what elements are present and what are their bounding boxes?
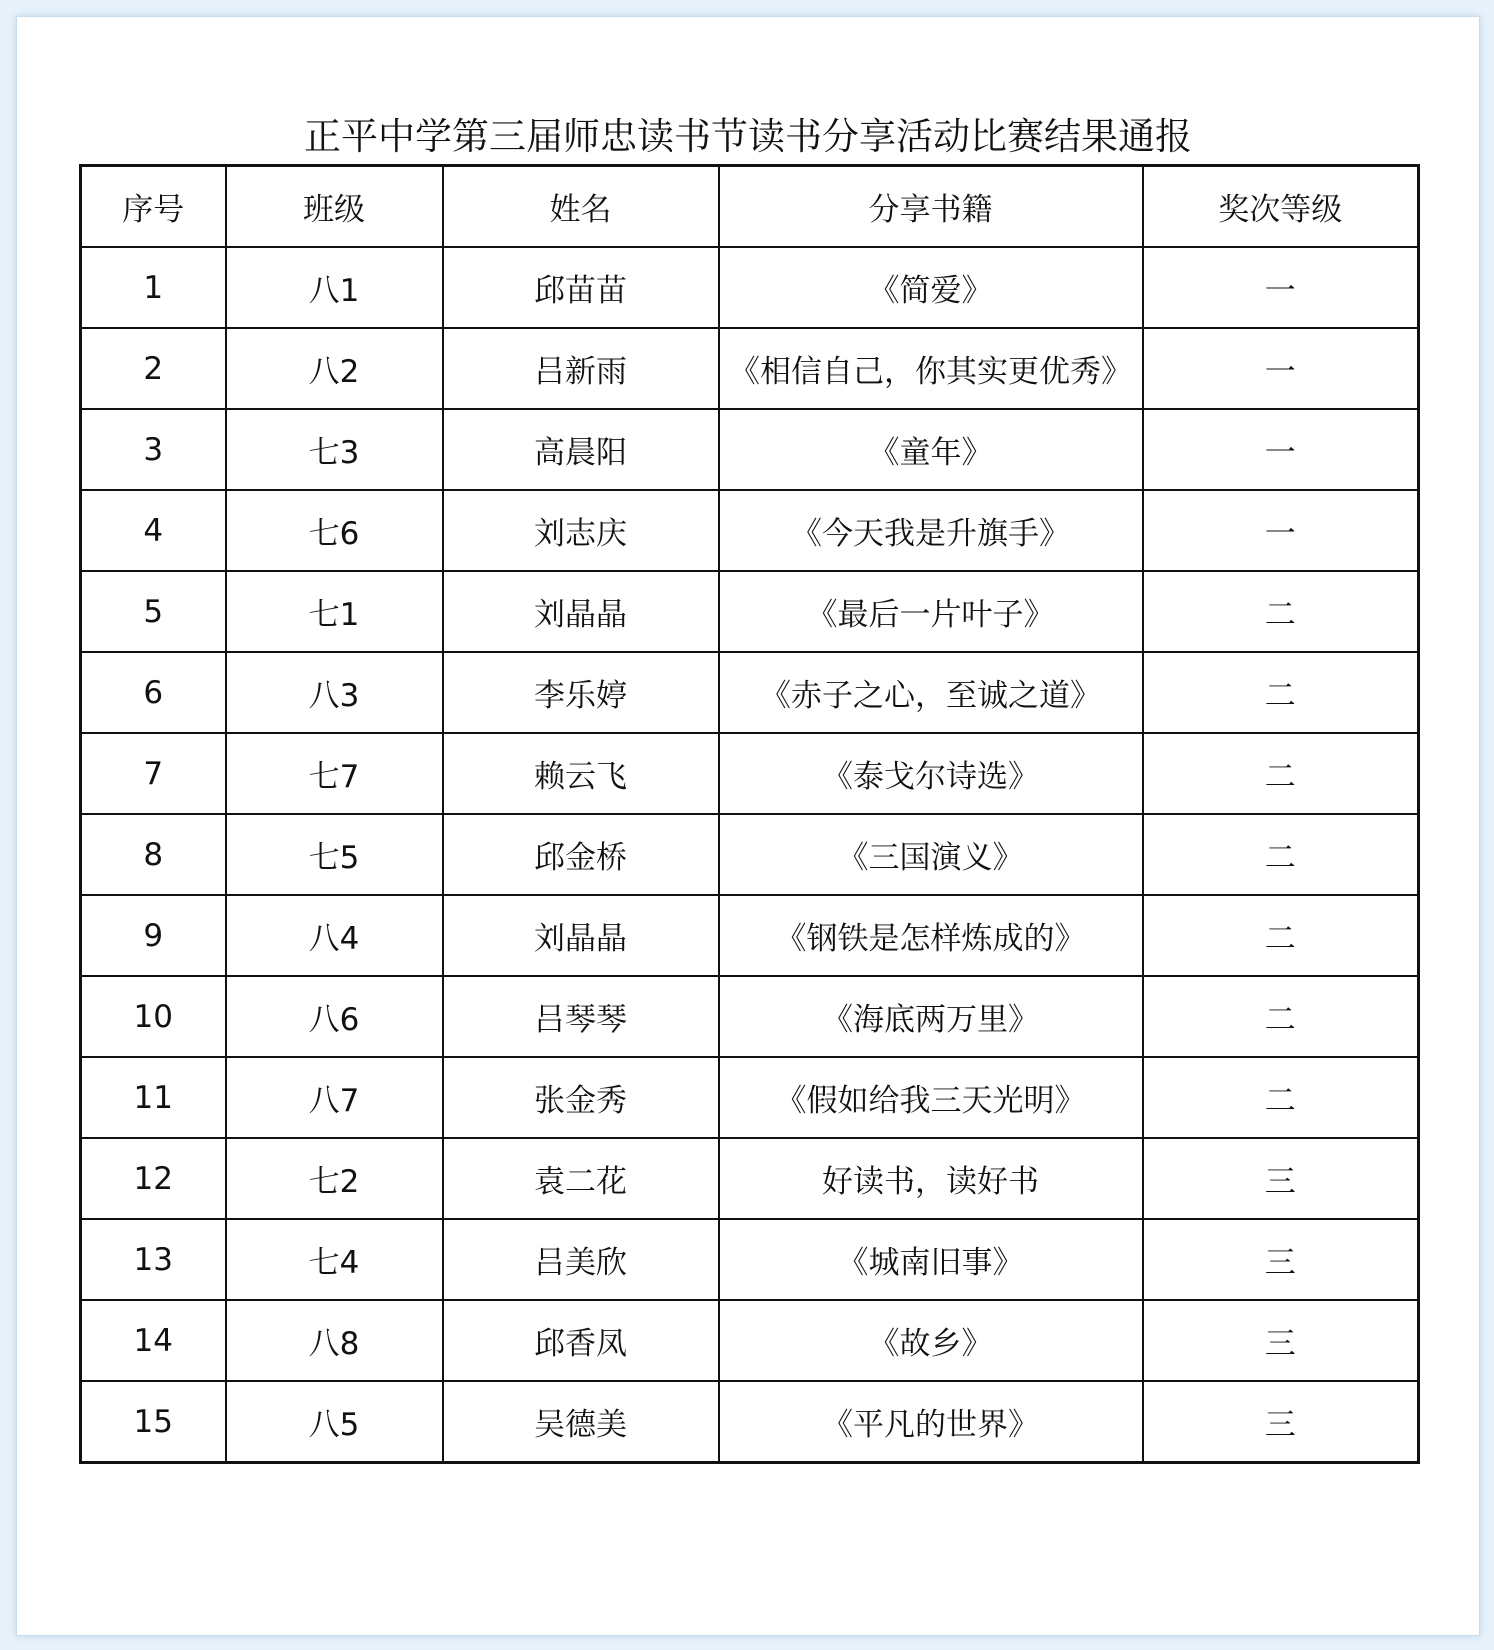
cell-name: 张金秀	[443, 1057, 719, 1138]
cell-no: 9	[81, 895, 226, 976]
cell-no: 11	[81, 1057, 226, 1138]
cell-name: 袁二花	[443, 1138, 719, 1219]
cell-no: 6	[81, 652, 226, 733]
cell-award: 三	[1143, 1381, 1419, 1463]
table-row	[81, 652, 1419, 733]
header-name: 姓名	[443, 166, 719, 248]
cell-class: 八1	[226, 247, 443, 328]
table-row	[81, 733, 1419, 814]
table-row	[81, 1300, 1419, 1381]
table-row	[81, 1138, 1419, 1219]
cell-book: 《相信自己，你其实更优秀》	[719, 328, 1143, 409]
cell-no: 4	[81, 490, 226, 571]
table-row	[81, 409, 1419, 490]
cell-no: 2	[81, 328, 226, 409]
cell-award: 二	[1143, 895, 1419, 976]
cell-award: 一	[1143, 490, 1419, 571]
cell-no: 10	[81, 976, 226, 1057]
cell-no: 5	[81, 571, 226, 652]
cell-award: 三	[1143, 1138, 1419, 1219]
cell-no: 15	[81, 1381, 226, 1463]
table-row	[81, 247, 1419, 328]
cell-name: 高晨阳	[443, 409, 719, 490]
table-row	[81, 490, 1419, 571]
table-row	[81, 1381, 1419, 1463]
cell-class: 七3	[226, 409, 443, 490]
header-no: 序号	[81, 166, 226, 248]
table-row	[81, 1219, 1419, 1300]
cell-class: 七1	[226, 571, 443, 652]
cell-name: 刘志庆	[443, 490, 719, 571]
table-header-row	[81, 166, 1419, 248]
cell-book: 《城南旧事》	[719, 1219, 1143, 1300]
cell-book: 《故乡》	[719, 1300, 1143, 1381]
cell-name: 刘晶晶	[443, 895, 719, 976]
cell-no: 1	[81, 247, 226, 328]
document-page	[16, 16, 1480, 1636]
cell-award: 二	[1143, 733, 1419, 814]
document-title: 正平中学第三届师忠读书节读书分享活动比赛结果通报	[304, 115, 1192, 158]
cell-award: 二	[1143, 652, 1419, 733]
cell-book: 《三国演义》	[719, 814, 1143, 895]
cell-award: 二	[1143, 571, 1419, 652]
cell-class: 八2	[226, 328, 443, 409]
cell-award: 一	[1143, 247, 1419, 328]
cell-no: 7	[81, 733, 226, 814]
cell-award: 三	[1143, 1219, 1419, 1300]
header-award: 奖次等级	[1143, 166, 1419, 248]
cell-book: 《今天我是升旗手》	[719, 490, 1143, 571]
cell-no: 13	[81, 1219, 226, 1300]
cell-book: 《简爱》	[719, 247, 1143, 328]
cell-name: 吕新雨	[443, 328, 719, 409]
cell-class: 七7	[226, 733, 443, 814]
cell-book: 《海底两万里》	[719, 976, 1143, 1057]
cell-no: 8	[81, 814, 226, 895]
table-row	[81, 328, 1419, 409]
cell-award: 二	[1143, 976, 1419, 1057]
cell-book: 《赤子之心，至诚之道》	[719, 652, 1143, 733]
header-class: 班级	[226, 166, 443, 248]
cell-class: 七2	[226, 1138, 443, 1219]
cell-book: 《平凡的世界》	[719, 1381, 1143, 1463]
cell-book: 《童年》	[719, 409, 1143, 490]
cell-class: 八5	[226, 1381, 443, 1463]
table-row	[81, 1057, 1419, 1138]
header-book: 分享书籍	[719, 166, 1143, 248]
table-row	[81, 895, 1419, 976]
cell-no: 3	[81, 409, 226, 490]
table-row	[81, 814, 1419, 895]
cell-class: 八6	[226, 976, 443, 1057]
cell-class: 七6	[226, 490, 443, 571]
cell-class: 八8	[226, 1300, 443, 1381]
cell-class: 八3	[226, 652, 443, 733]
cell-book: 《最后一片叶子》	[719, 571, 1143, 652]
cell-name: 赖云飞	[443, 733, 719, 814]
results-table	[79, 164, 1420, 1464]
cell-name: 邱苗苗	[443, 247, 719, 328]
table-body	[81, 247, 1419, 1463]
cell-book: 好读书，读好书	[719, 1138, 1143, 1219]
cell-class: 七5	[226, 814, 443, 895]
cell-award: 二	[1143, 1057, 1419, 1138]
cell-no: 12	[81, 1138, 226, 1219]
cell-name: 邱金桥	[443, 814, 719, 895]
cell-name: 吴德美	[443, 1381, 719, 1463]
table-row	[81, 976, 1419, 1057]
cell-book: 《泰戈尔诗选》	[719, 733, 1143, 814]
cell-class: 七4	[226, 1219, 443, 1300]
cell-class: 八4	[226, 895, 443, 976]
cell-name: 邱香凤	[443, 1300, 719, 1381]
cell-name: 刘晶晶	[443, 571, 719, 652]
table-row	[81, 571, 1419, 652]
cell-award: 一	[1143, 328, 1419, 409]
cell-name: 吕琴琴	[443, 976, 719, 1057]
cell-award: 二	[1143, 814, 1419, 895]
cell-book: 《钢铁是怎样炼成的》	[719, 895, 1143, 976]
cell-award: 三	[1143, 1300, 1419, 1381]
cell-name: 李乐婷	[443, 652, 719, 733]
cell-no: 14	[81, 1300, 226, 1381]
cell-class: 八7	[226, 1057, 443, 1138]
cell-award: 一	[1143, 409, 1419, 490]
cell-book: 《假如给我三天光明》	[719, 1057, 1143, 1138]
cell-name: 吕美欣	[443, 1219, 719, 1300]
